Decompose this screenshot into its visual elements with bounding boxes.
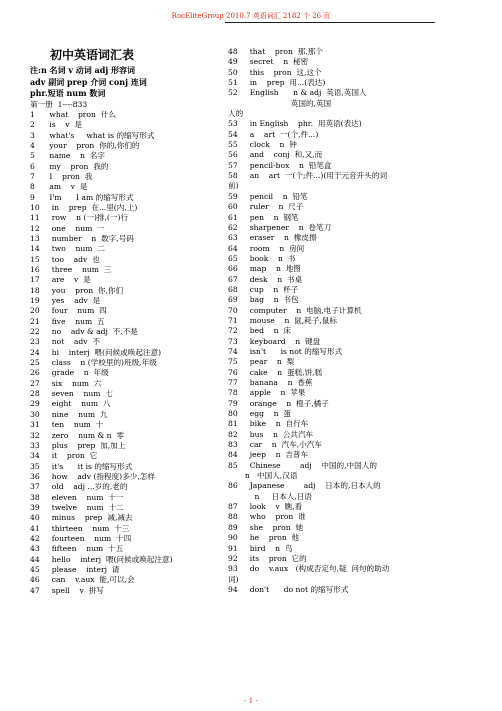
vocab-entry: 94 don't do not 的缩写形式 [228,584,349,594]
vocab-entry: 77 banana n 香蕉 [228,378,313,387]
vocab-entry: 36 how adv (指程度)多少,怎样 [30,471,155,481]
page-header [0,12,502,21]
vocab-entry: 54 a art 一(个,件...) [228,129,319,139]
vocab-entry: 70 computer n 电脑,电子计算机 [228,305,362,315]
vocab-entry: 25 class n (学校里的)班级,年级 [30,358,157,368]
legend-line: phr.短语 num 数词 [30,88,106,98]
vocab-entry: 65 book n 书 [228,253,296,263]
vocab-entry: 17 are v 是 [30,275,91,285]
vocab-entry: 49 secret n 秘密 [228,57,309,67]
vocab-entry: 1 what pron 什么 [30,109,116,119]
vocab-entry: 88 who pron 谁 [228,512,306,522]
vocab-entry: 7 I pron 我 [30,171,93,181]
vocab-entry: 3 what's what is 的缩写形式 [30,130,155,140]
vocab-entry: 18 you pron 你,你们 [30,285,124,295]
vocab-entry: 20 four num 四 [30,306,107,316]
legend-line: 注:n 名词 v 动词 adj 形容词 [30,65,136,75]
vocab-entry: 21 five num 五 [30,316,105,326]
vocab-entry: 58 an art 一(个;件...)(用于元音开头的词 [228,171,388,181]
vocab-entry: 47 spell v 拼写 [30,585,104,595]
vocab-entry: 81 bike n 自行车 [228,419,309,429]
vocab-entry: 34 it pron 它 [30,451,98,461]
vocab-entry: 42 fourteen num 十四 [30,533,132,543]
vocab-entry: 第一册 1----833 [30,99,88,109]
vocab-entry: 78 apple n 苹果 [228,388,306,398]
vocab-entry: 74 isn't is not 的缩写形式 [228,346,343,356]
vocab-entry: 2 is v 是 [30,120,83,130]
vocab-entry: 30 nine num 九 [30,409,108,419]
vocab-entry: 前) [228,181,239,191]
vocab-entry: 4 your pron 你的,你们的 [30,140,140,150]
vocab-entry: 词) [228,574,239,584]
vocab-entry: 76 cake n 蛋糕,饼,糕 [228,367,323,377]
vocab-entry: 15 too adv 也 [30,254,100,264]
vocab-entry: 69 bag n 书包 [228,295,299,305]
vocab-entry: 8 am v 是 [30,182,88,192]
vocab-entry: 23 not adv 不 [30,337,101,347]
vocab-entry: 90 he pron 他 [228,533,300,543]
vocab-entry: 67 desk n 书桌 [228,274,303,284]
vocab-entry: 75 pear n 梨 [228,357,295,367]
header-text: RocEliteGroup 2010.7 英语词汇 2182 个 26 页 [171,12,331,20]
vocab-entry: 14 two num 二 [30,244,105,254]
vocab-entry: 85 Chinese adj 中国的,中国人的 [228,460,377,470]
vocab-entry: 72 bed n 床 [228,326,291,336]
vocab-entry: 61 pen n 钢笔 [228,212,299,222]
vocab-entry: n 中国人,汉语 [228,471,298,481]
vocab-entry: 37 old adj ...岁的,老的 [30,482,128,492]
vocab-entry: 51 in prep 用...(表达) [228,78,326,88]
vocab-entry: 50 this pron 这,这个 [228,67,322,77]
vocab-entry: 人的 [228,109,244,119]
vocab-list-left [30,100,218,597]
vocab-entry: 19 yes adv 是 [30,296,101,306]
vocab-entry: 31 ten num 十 [30,420,104,430]
vocab-entry: 32 zero num & n 零 [30,430,124,440]
vocab-entry: n 日本人,日语 [228,491,312,501]
header-rule [225,22,435,23]
vocab-entry: 24 hi interj 喂(问候或唤起注意) [30,347,162,357]
vocab-entry: 91 bird n 鸟 [228,543,293,553]
vocab-entry: 28 seven num 七 [30,389,113,399]
vocab-entry: 39 twelve num 十二 [30,502,124,512]
vocab-entry: 64 room n 房间 [228,243,305,253]
vocab-entry: 26 grade n 年级 [30,368,109,378]
left-column [30,47,218,596]
page-number: - 1 - [244,697,258,705]
vocab-entry: 73 keyboard n 键盘 [228,336,321,346]
vocab-entry: 27 six num 六 [30,378,102,388]
vocab-entry: 56 and conj 和,又,而 [228,150,323,160]
vocab-entry: 63 eraser n 橡皮擦 [228,233,317,243]
vocab-entry: 46 can v.aux 能,可以,会 [30,575,135,585]
vocab-entry: 12 one num 一 [30,223,105,233]
vocab-entry: 87 look v 瞧,看 [228,502,303,512]
vocab-entry: 10 in prep 在...里(内,上) [30,202,138,212]
right-column [228,47,431,595]
vocab-entry: 11 row n (一)排,(一)行 [30,213,129,223]
vocab-entry: 48 that pron 那,那个 [228,47,323,56]
legend-line: adv 副词 prep 介词 conj 连词 [30,76,147,87]
vocab-entry: 16 three num 三 [30,265,112,274]
vocab-entry: 53 in English phr. 用英语(表达) [228,119,362,129]
vocab-entry: 40 minus prep 减,减去 [30,513,133,523]
vocab-entry: 5 name n 名字 [30,151,105,161]
vocab-entry: 68 cup n 杯子 [228,284,299,294]
vocab-entry: 9 I'm I am 的缩写形式 [30,192,134,202]
vocab-entry: 71 mouse n 鼠,耗子,鼠标 [228,315,337,325]
vocab-entry: 60 ruler n 尺子 [228,202,304,212]
vocab-entry: 55 clock n 钟 [228,140,297,150]
vocab-entry: 35 it's it is 的缩写形式 [30,461,133,471]
vocab-entry: 89 she pron 她 [228,522,304,532]
vocab-entry: 44 hello interj 喂(问候或唤起注意) [30,554,173,564]
vocab-entry: 93 do v.aux (构成否定句,疑 问句的助动 [228,564,390,574]
vocab-entry: 80 egg n 蛋 [228,409,291,419]
vocab-entry: 57 pencil-box n 铅笔盒 [228,160,332,170]
vocab-entry: 41 thirteen num 十三 [30,523,130,533]
vocab-entry: 62 sharpener n 卷笔刀 [228,222,332,232]
vocab-entry: 83 car n 汽车,小汽车 [228,440,322,450]
vocab-entry: 86 Japanese adj 日本的,日本人的 [228,481,381,491]
vocab-entry: 92 its pron 它的 [228,553,307,563]
vocab-entry: 52 English n & adj 英语,英国人 [228,88,367,98]
vocab-entry: 45 please interj 请 [30,564,120,574]
vocab-entry: 79 orange n 橙子,橘子 [228,398,329,408]
vocab-entry: 33 plus prep 加,加上 [30,440,126,450]
vocab-list-right [228,47,431,595]
vocab-entry: 英国的,英国 [228,98,332,108]
vocab-entry: 59 pencil n 铅笔 [228,191,308,201]
vocab-entry: 22 no adv & adj 不,不是 [30,327,138,337]
vocab-entry: 82 bus n 公共汽车 [228,429,314,439]
vocab-entry: 29 eight num 八 [30,399,111,409]
vocab-entry: 13 number n 数字,号码 [30,233,134,243]
page-title: 初中英语词汇表 [50,48,135,62]
vocab-entry: 6 my pron 我的 [30,161,109,171]
vocab-entry: 43 fifteen num 十五 [30,544,124,554]
vocab-entry: 38 eleven num 十一 [30,492,124,502]
vocab-entry: 66 map n 地图 [228,264,301,274]
legend [30,65,218,100]
vocab-entry: 84 jeep n 吉普车 [228,450,309,460]
